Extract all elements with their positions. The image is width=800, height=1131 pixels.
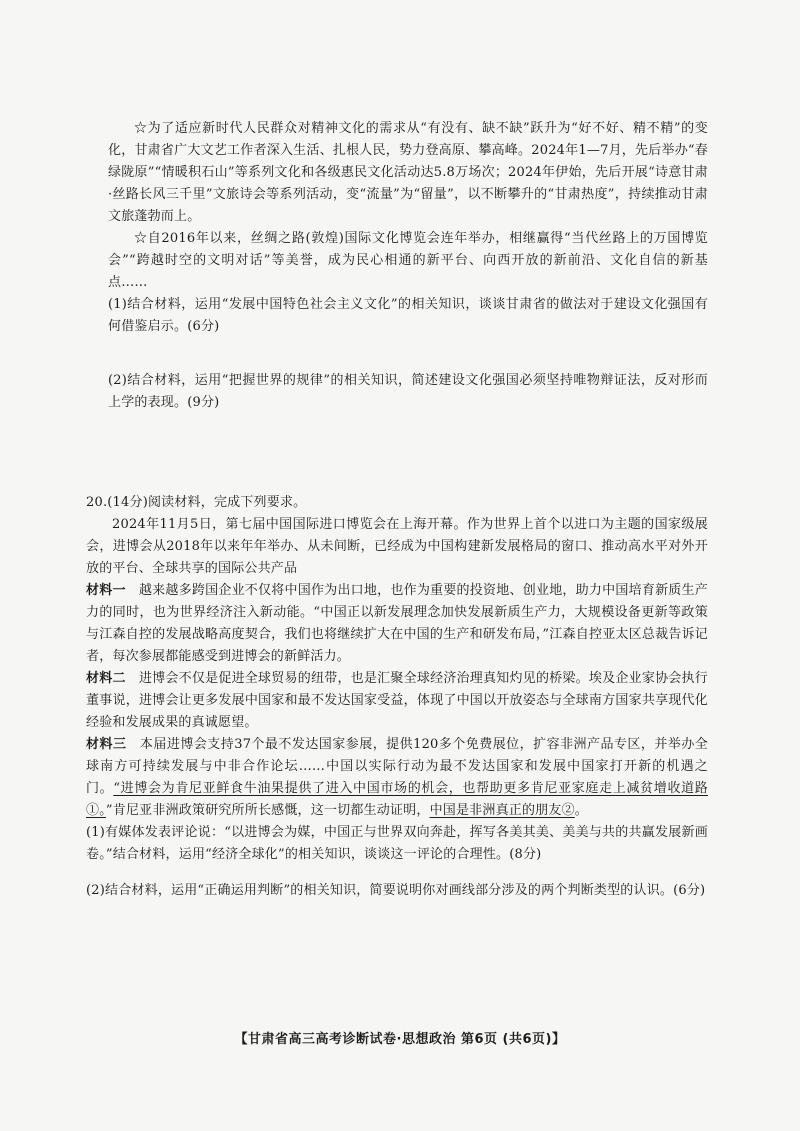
question-20-intro: 2024年11月5日，第七届中国国际进口博览会在上海开幕。作为世界上首个以进口为主题的国家级展会，进博会从2018年以来年年举办、从未间断，已经成为中国构建新发展格局的窗口、推动高水平对外开放的平台、全球共享的国际公共产品 bbox=[86, 517, 708, 576]
underlined-judgment-1: “进博会为肯尼亚鲜食牛油果提供了进入中国市场的机会，也帮助更多肯尼亚家庭走上减贫增收道路①。 bbox=[86, 781, 708, 818]
material-three bbox=[86, 734, 708, 822]
question-20-2-block bbox=[86, 880, 708, 902]
material-section-gansu bbox=[108, 118, 708, 338]
material-one-text: 越来越多跨国企业不仅将中国作为出口地，也作为重要的投资地、创业地，助力中国培育新质生产力的同时，也为世界经济注入新动能。“中国正以新发展理念加快发展新质生产力，大规模设备更新等政策与江森自控的发展战略高度契合，我们也将继续扩大在中国的生产和研发布局，”江森自控亚太区总裁告诉记者，每次参展都能感受到进博会的新鲜活力。 bbox=[86, 583, 708, 664]
material-two bbox=[86, 668, 708, 734]
question-19-2: (2)结合材料，运用“把握世界的规律”的相关知识，简述建设文化强国必须坚持唯物辩证法，反对形而上学的表现。(9分) bbox=[108, 373, 708, 410]
question-19-1: (1)结合材料，运用“发展中国特色社会主义文化”的相关知识，谈谈甘肃省的做法对于建设文化强国有何借鉴启示。(6分) bbox=[108, 297, 708, 334]
material-one-label: 材料一 bbox=[86, 583, 126, 598]
material-three-end: 。 bbox=[574, 803, 588, 818]
question-20-2: (2)结合材料，运用“正确运用判断”的相关知识，简要说明你对画线部分涉及的两个判断类型的认识。(6分) bbox=[86, 883, 706, 898]
question-20-1: (1)有媒体发表评论说：“以进博会为媒，中国正与世界双向奔赴，挥写各美其美、美美与共的共赢发展新画卷。”结合材料，运用“经济全球化”的相关知识，谈谈这一评论的合理性。(8分) bbox=[86, 825, 708, 862]
material-three-tail: ”肯尼亚非洲政策研究所所长感慨，这一切都生动证明， bbox=[105, 803, 430, 818]
question-20-section bbox=[86, 492, 708, 866]
material-two-text: 进博会不仅是促进全球贸易的纽带，也是汇聚全球经济治理真知灼见的桥梁。埃及企业家协会执行董事说，进博会让更多发展中国家和最不发达国家受益，体现了中国以开放姿态与全球南方国家共享现代化经验和发展成果的真诚愿望。 bbox=[86, 671, 708, 730]
material-paragraph-2: ☆自2016年以来，丝绸之路(敦煌)国际文化博览会连年举办，相继赢得“当代丝路上的万国博览会”“跨越时空的文明对话”等美誉，成为民心相通的新平台、向西开放的新前沿、文化自信的新基点…… bbox=[108, 231, 708, 290]
underlined-judgment-2: 中国是非洲真正的朋友② bbox=[429, 803, 575, 818]
material-three-label: 材料三 bbox=[86, 737, 127, 752]
question-20-heading: 20.(14分)阅读材料，完成下列要求。 bbox=[86, 495, 307, 510]
material-paragraph-1: ☆为了适应新时代人民群众对精神文化的需求从“有没有、缺不缺”跃升为“好不好、精不精”的变化，甘肃省广大文艺工作者深入生活、扎根人民，势力登高原、攀高峰。2024年1—7月，先后举办“春绿陇原”“情暖积石山”等系列文化和各级惠民文化活动达5.8万场次；2024年伊始，先后开展“诗意甘肃·丝路长风三千里”文旅诗会等系列活动，变“流量”为“留量”，以不断攀升的“甘肃热度”，持续推动甘肃文旅蓬勃而上。 bbox=[108, 121, 708, 224]
material-one bbox=[86, 580, 708, 668]
material-two-label: 材料二 bbox=[86, 671, 126, 686]
question-19-2-block bbox=[108, 370, 708, 414]
page-footer: 【甘肃省高三高考诊断试卷·思想政治 第6页 (共6页)】 bbox=[234, 1032, 566, 1047]
material-three-text: 本届进博会支持37个最不发达国家参展，提供120多个免费展位，扩容非洲产品专区，并举办全球南方可持续发展与中非合作论坛……中国以实际行动为最不发达国家和发展中国家打开新的机遇之门。 bbox=[86, 737, 708, 796]
